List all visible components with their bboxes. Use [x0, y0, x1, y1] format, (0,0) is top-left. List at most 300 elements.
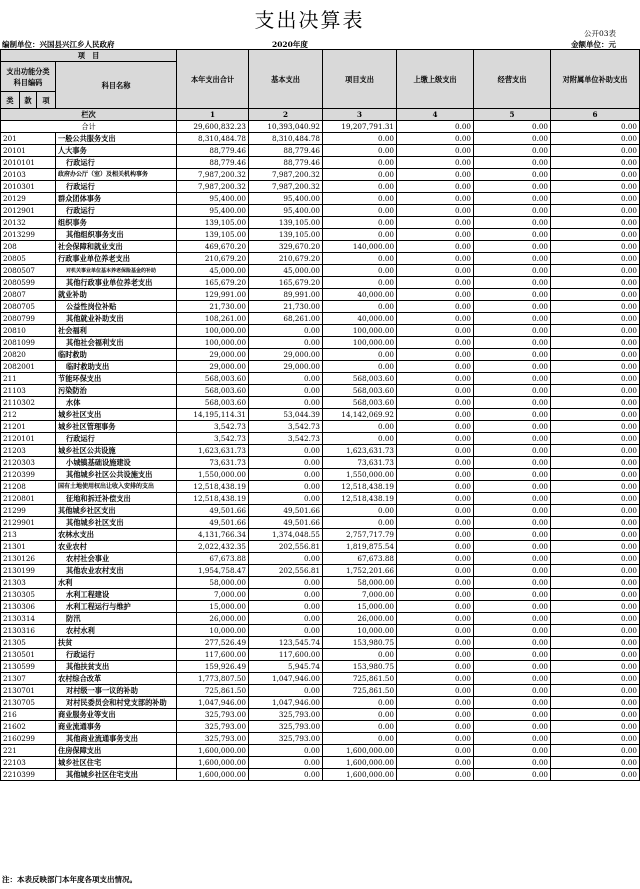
amount-cell: 1,047,946.00	[249, 697, 323, 709]
amount-cell: 0.00	[474, 529, 551, 541]
amount-cell: 0.00	[551, 625, 640, 637]
table-row	[1, 589, 640, 601]
amount-cell: 277,526.49	[177, 637, 249, 649]
table-row	[1, 289, 640, 301]
footnote: 注：本表反映部门本年度各项支出情况。	[2, 875, 137, 884]
amount-cell: 1,047,946.00	[177, 697, 249, 709]
amount-cell: 159,926.49	[177, 661, 249, 673]
amount-cell: 0.00	[551, 361, 640, 373]
item-group-header: 项 目	[1, 50, 177, 62]
amount-cell: 165,679.20	[249, 277, 323, 289]
amount-cell: 0.00	[474, 409, 551, 421]
table-row	[1, 517, 640, 529]
subject-name: 城乡社区住宅	[56, 757, 177, 769]
amount-cell: 0.00	[474, 673, 551, 685]
amount-cell: 10,000.00	[177, 625, 249, 637]
amount-cell: 0.00	[551, 733, 640, 745]
amount-cell: 325,793.00	[249, 709, 323, 721]
subject-code: 2080799	[1, 313, 56, 325]
amount-cell: 0.00	[397, 613, 474, 625]
col-header-total: 本年支出合计	[177, 50, 249, 109]
amount-cell: 88,779.46	[177, 157, 249, 169]
amount-cell: 0.00	[397, 553, 474, 565]
subject-name: 对村级一事一议的补助	[56, 685, 177, 697]
amount-cell: 0.00	[474, 757, 551, 769]
amount-cell: 0.00	[397, 577, 474, 589]
subject-code: 2130705	[1, 697, 56, 709]
amount-cell: 202,556.81	[249, 541, 323, 553]
amount-cell: 0.00	[397, 637, 474, 649]
fiscal-year: 2020年度	[272, 40, 308, 49]
subject-name: 污染防治	[56, 385, 177, 397]
amount-cell: 0.00	[323, 649, 397, 661]
table-row	[1, 241, 640, 253]
amount-cell: 0.00	[397, 217, 474, 229]
subject-code: 2130306	[1, 601, 56, 613]
subject-code: 216	[1, 709, 56, 721]
amount-cell: 0.00	[249, 613, 323, 625]
amount-cell: 0.00	[474, 397, 551, 409]
amount-cell: 202,556.81	[249, 565, 323, 577]
amount-cell: 0.00	[397, 493, 474, 505]
amount-cell: 0.00	[249, 745, 323, 757]
table-row	[1, 493, 640, 505]
amount-cell: 0.00	[323, 193, 397, 205]
page-title: 支出决算表	[254, 8, 365, 32]
amount-cell: 1,773,807.50	[177, 673, 249, 685]
amount-cell: 8,310,484.78	[177, 133, 249, 145]
amount-cell: 0.00	[397, 721, 474, 733]
amount-cell: 0.00	[249, 769, 323, 781]
subject-code: 2013299	[1, 229, 56, 241]
amount-cell: 3,542.73	[249, 433, 323, 445]
amount-cell: 4,131,766.34	[177, 529, 249, 541]
amount-cell: 0.00	[474, 565, 551, 577]
amount-cell: 7,987,200.32	[177, 169, 249, 181]
amount-cell: 0.00	[551, 553, 640, 565]
amount-cell: 1,623,631.73	[177, 445, 249, 457]
table-row	[1, 469, 640, 481]
table-row	[1, 325, 640, 337]
amount-cell: 210,679.20	[249, 253, 323, 265]
table-row	[1, 697, 640, 709]
amount-cell: 0.00	[474, 457, 551, 469]
amount-cell: 0.00	[551, 613, 640, 625]
amount-cell: 0.00	[474, 289, 551, 301]
subject-name: 人大事务	[56, 145, 177, 157]
subject-code: 2010301	[1, 181, 56, 193]
subject-name: 农村社会事业	[56, 553, 177, 565]
table-row	[1, 601, 640, 613]
amount-cell: 0.00	[397, 457, 474, 469]
subject-name: 水利	[56, 577, 177, 589]
amount-cell: 117,600.00	[177, 649, 249, 661]
amount-cell: 0.00	[474, 241, 551, 253]
table-row	[1, 229, 640, 241]
amount-cell: 0.00	[551, 697, 640, 709]
total-value: 29,600,832.23	[177, 121, 249, 133]
amount-cell: 568,003.60	[323, 373, 397, 385]
subject-code: 21299	[1, 505, 56, 517]
subject-code: 21103	[1, 385, 56, 397]
amount-cell: 0.00	[249, 481, 323, 493]
amount-cell: 2,022,432.35	[177, 541, 249, 553]
amount-cell: 0.00	[249, 337, 323, 349]
subject-name: 水利工程建设	[56, 589, 177, 601]
amount-cell: 0.00	[474, 169, 551, 181]
amount-cell: 469,670.20	[177, 241, 249, 253]
amount-cell: 88,779.46	[249, 145, 323, 157]
amount-cell: 95,400.00	[177, 205, 249, 217]
total-value: 19,207,791.31	[323, 121, 397, 133]
subject-name: 其他城乡社区支出	[56, 505, 177, 517]
amount-cell: 0.00	[249, 469, 323, 481]
table-row	[1, 529, 640, 541]
amount-cell: 0.00	[551, 265, 640, 277]
amount-cell: 1,623,631.73	[323, 445, 397, 457]
amount-cell: 0.00	[323, 133, 397, 145]
table-row	[1, 745, 640, 757]
amount-cell: 725,861.50	[323, 685, 397, 697]
amount-cell: 0.00	[551, 685, 640, 697]
amount-cell: 0.00	[551, 709, 640, 721]
amount-cell: 0.00	[551, 301, 640, 313]
amount-cell: 1,550,000.00	[177, 469, 249, 481]
amount-cell: 0.00	[474, 649, 551, 661]
amount-cell: 0.00	[397, 349, 474, 361]
table-row	[1, 541, 640, 553]
amount-cell: 0.00	[474, 481, 551, 493]
amount-cell: 0.00	[323, 517, 397, 529]
table-row	[1, 457, 640, 469]
subject-code: 2130314	[1, 613, 56, 625]
subject-code: 20129	[1, 193, 56, 205]
subject-code: 21305	[1, 637, 56, 649]
amount-cell: 7,000.00	[177, 589, 249, 601]
amount-cell: 0.00	[249, 373, 323, 385]
subject-name: 农村综合改革	[56, 673, 177, 685]
table-row	[1, 133, 640, 145]
amount-cell: 0.00	[323, 349, 397, 361]
amount-cell: 73,631.73	[323, 457, 397, 469]
subject-code: 2130199	[1, 565, 56, 577]
subject-name: 农林水支出	[56, 529, 177, 541]
col-header-operating: 经营支出	[474, 50, 551, 109]
amount-cell: 0.00	[397, 421, 474, 433]
table-row	[1, 277, 640, 289]
amount-cell: 1,600,000.00	[177, 757, 249, 769]
subject-code: 2120801	[1, 493, 56, 505]
amount-cell: 0.00	[474, 181, 551, 193]
amount-cell: 0.00	[323, 217, 397, 229]
subject-code: 2120399	[1, 469, 56, 481]
amount-cell: 568,003.60	[177, 373, 249, 385]
amount-cell: 0.00	[323, 169, 397, 181]
subject-code: 2120303	[1, 457, 56, 469]
subject-name: 城乡社区管理事务	[56, 421, 177, 433]
subject-name: 水利工程运行与维护	[56, 601, 177, 613]
amount-cell: 0.00	[551, 445, 640, 457]
amount-cell: 325,793.00	[249, 721, 323, 733]
subject-name: 行政运行	[56, 433, 177, 445]
subject-code: 2130701	[1, 685, 56, 697]
amount-cell: 0.00	[474, 265, 551, 277]
total-value: 0.00	[397, 121, 474, 133]
amount-cell: 95,400.00	[249, 205, 323, 217]
amount-cell: 12,518,438.19	[323, 481, 397, 493]
amount-cell: 58,000.00	[177, 577, 249, 589]
amount-cell: 725,861.50	[323, 673, 397, 685]
amount-cell: 568,003.60	[177, 385, 249, 397]
amount-cell: 0.00	[551, 241, 640, 253]
amount-cell: 0.00	[474, 769, 551, 781]
amount-cell: 123,545.74	[249, 637, 323, 649]
amount-cell: 0.00	[323, 433, 397, 445]
amount-cell: 329,670.20	[249, 241, 323, 253]
item-name-header: 科目名称	[56, 62, 177, 109]
amount-cell: 0.00	[323, 253, 397, 265]
subject-name: 行政运行	[56, 181, 177, 193]
subject-code: 2010101	[1, 157, 56, 169]
amount-cell: 0.00	[397, 157, 474, 169]
amount-cell: 0.00	[551, 757, 640, 769]
subject-code: 2080507	[1, 265, 56, 277]
subject-code: 20103	[1, 169, 56, 181]
amount-cell: 0.00	[551, 649, 640, 661]
subject-code: 2080705	[1, 301, 56, 313]
kuan-header: 款	[20, 92, 37, 109]
subject-code: 2082001	[1, 361, 56, 373]
amount-cell: 0.00	[249, 757, 323, 769]
table-row	[1, 685, 640, 697]
col-header-remit: 上缴上级支出	[397, 50, 474, 109]
amount-cell: 100,000.00	[323, 325, 397, 337]
amount-cell: 0.00	[323, 205, 397, 217]
amount-cell: 29,000.00	[249, 349, 323, 361]
subject-name: 农村水利	[56, 625, 177, 637]
amount-cell: 0.00	[397, 697, 474, 709]
amount-cell: 100,000.00	[177, 337, 249, 349]
subject-code: 20820	[1, 349, 56, 361]
amount-cell: 0.00	[551, 349, 640, 361]
table-row	[1, 157, 640, 169]
amount-cell: 0.00	[474, 277, 551, 289]
amount-cell: 0.00	[397, 529, 474, 541]
amount-cell: 0.00	[397, 385, 474, 397]
amount-cell: 0.00	[323, 721, 397, 733]
amount-cell: 67,673.88	[177, 553, 249, 565]
total-value: 0.00	[474, 121, 551, 133]
subject-code: 22103	[1, 757, 56, 769]
table-row	[1, 193, 640, 205]
subject-code: 20810	[1, 325, 56, 337]
table-row	[1, 637, 640, 649]
subject-code: 21203	[1, 445, 56, 457]
amount-cell: 0.00	[397, 169, 474, 181]
amount-cell: 0.00	[397, 325, 474, 337]
subject-name: 一般公共服务支出	[56, 133, 177, 145]
amount-cell: 0.00	[551, 169, 640, 181]
subject-name: 其他社会福利支出	[56, 337, 177, 349]
amount-cell: 1,819,875.54	[323, 541, 397, 553]
amount-cell: 0.00	[249, 685, 323, 697]
amount-cell: 0.00	[551, 577, 640, 589]
amount-cell: 95,400.00	[249, 193, 323, 205]
subject-name: 其他组织事务支出	[56, 229, 177, 241]
subject-name: 其他就业补助支出	[56, 313, 177, 325]
amount-cell: 100,000.00	[323, 337, 397, 349]
amount-cell: 0.00	[397, 745, 474, 757]
subject-name: 行政运行	[56, 649, 177, 661]
amount-cell: 1,752,201.66	[323, 565, 397, 577]
subject-name: 行政运行	[56, 157, 177, 169]
amount-cell: 0.00	[474, 517, 551, 529]
amount-cell: 139,105.00	[177, 217, 249, 229]
amount-cell: 0.00	[323, 181, 397, 193]
table-row	[1, 661, 640, 673]
table-row	[1, 397, 640, 409]
amount-cell: 0.00	[249, 325, 323, 337]
amount-cell: 0.00	[397, 205, 474, 217]
amount-cell: 0.00	[323, 157, 397, 169]
total-value: 10,393,040.92	[249, 121, 323, 133]
amount-cell: 0.00	[397, 469, 474, 481]
amount-cell: 0.00	[474, 733, 551, 745]
amount-cell: 0.00	[249, 457, 323, 469]
amount-cell: 0.00	[551, 217, 640, 229]
amount-cell: 0.00	[551, 133, 640, 145]
amount-cell: 0.00	[474, 469, 551, 481]
col-num: 6	[551, 109, 640, 121]
amount-cell: 0.00	[474, 541, 551, 553]
amount-cell: 7,987,200.32	[177, 181, 249, 193]
amount-cell: 1,600,000.00	[177, 745, 249, 757]
table-row	[1, 649, 640, 661]
subject-name: 行政事业单位养老支出	[56, 253, 177, 265]
amount-cell: 49,501.66	[249, 517, 323, 529]
amount-cell: 21,730.00	[177, 301, 249, 313]
subject-name: 对机关事业单位基本养老保险基金的补助	[56, 265, 177, 277]
table-row	[1, 169, 640, 181]
subject-name: 其他行政事业单位养老支出	[56, 277, 177, 289]
amount-cell: 0.00	[551, 385, 640, 397]
amount-cell: 0.00	[551, 745, 640, 757]
table-row	[1, 757, 640, 769]
amount-cell: 0.00	[397, 409, 474, 421]
amount-cell: 153,980.75	[323, 637, 397, 649]
amount-cell: 0.00	[551, 409, 640, 421]
func-class-header: 支出功能分类科目编码	[1, 62, 56, 92]
amount-cell: 0.00	[397, 181, 474, 193]
amount-cell: 0.00	[474, 709, 551, 721]
subject-code: 211	[1, 373, 56, 385]
amount-cell: 0.00	[551, 181, 640, 193]
col-num: 3	[323, 109, 397, 121]
amount-cell: 0.00	[474, 361, 551, 373]
subject-code: 2130305	[1, 589, 56, 601]
amount-cell: 0.00	[397, 253, 474, 265]
subject-name: 对村民委员会和村党支部的补助	[56, 697, 177, 709]
table-row	[1, 145, 640, 157]
amount-cell: 568,003.60	[323, 397, 397, 409]
table-row	[1, 577, 640, 589]
subject-code: 20807	[1, 289, 56, 301]
subject-name: 组织事务	[56, 217, 177, 229]
amount-cell: 95,400.00	[177, 193, 249, 205]
amount-cell: 0.00	[551, 601, 640, 613]
subject-code: 20132	[1, 217, 56, 229]
amount-cell: 0.00	[323, 265, 397, 277]
amount-cell: 0.00	[551, 337, 640, 349]
table-row	[1, 361, 640, 373]
amount-cell: 0.00	[397, 649, 474, 661]
amount-cell: 0.00	[474, 193, 551, 205]
amount-cell: 139,105.00	[249, 229, 323, 241]
amount-cell: 165,679.20	[177, 277, 249, 289]
amount-cell: 14,195,114.31	[177, 409, 249, 421]
subject-code: 2129901	[1, 517, 56, 529]
subject-code: 2130501	[1, 649, 56, 661]
amount-cell: 0.00	[397, 709, 474, 721]
expenditure-table	[0, 49, 640, 781]
amount-cell: 0.00	[474, 253, 551, 265]
amount-cell: 0.00	[551, 673, 640, 685]
subject-code: 2130316	[1, 625, 56, 637]
amount-cell: 0.00	[474, 385, 551, 397]
subject-code: 21301	[1, 541, 56, 553]
amount-cell: 0.00	[551, 493, 640, 505]
amount-cell: 5,945.74	[249, 661, 323, 673]
amount-cell: 0.00	[397, 397, 474, 409]
amount-cell: 73,631.73	[177, 457, 249, 469]
amount-cell: 0.00	[551, 229, 640, 241]
subject-name: 防汛	[56, 613, 177, 625]
amount-cell: 89,991.00	[249, 289, 323, 301]
amount-cell: 12,518,438.19	[177, 481, 249, 493]
amount-cell: 0.00	[551, 565, 640, 577]
amount-cell: 3,542.73	[177, 421, 249, 433]
amount-cell: 0.00	[551, 721, 640, 733]
amount-cell: 0.00	[551, 517, 640, 529]
amount-cell: 14,142,069.92	[323, 409, 397, 421]
amount-cell: 40,000.00	[323, 289, 397, 301]
amount-cell: 0.00	[397, 301, 474, 313]
amount-cell: 0.00	[551, 661, 640, 673]
amount-cell: 0.00	[551, 529, 640, 541]
amount-cell: 7,000.00	[323, 589, 397, 601]
subject-code: 2110302	[1, 397, 56, 409]
amount-cell: 0.00	[249, 397, 323, 409]
amount-cell: 0.00	[551, 637, 640, 649]
amount-cell: 0.00	[249, 625, 323, 637]
amount-cell: 0.00	[551, 421, 640, 433]
amount-cell: 49,501.66	[249, 505, 323, 517]
total-row	[1, 121, 640, 133]
amount-cell: 1,600,000.00	[323, 769, 397, 781]
col-header-basic: 基本支出	[249, 50, 323, 109]
amount-cell: 0.00	[474, 229, 551, 241]
subject-code: 2080599	[1, 277, 56, 289]
table-row	[1, 409, 640, 421]
subject-code: 21303	[1, 577, 56, 589]
subject-code: 21307	[1, 673, 56, 685]
subject-code: 21201	[1, 421, 56, 433]
amount-cell: 325,793.00	[177, 721, 249, 733]
subject-name: 社会保障和就业支出	[56, 241, 177, 253]
table-row	[1, 445, 640, 457]
amount-cell: 15,000.00	[177, 601, 249, 613]
col-num: 4	[397, 109, 474, 121]
